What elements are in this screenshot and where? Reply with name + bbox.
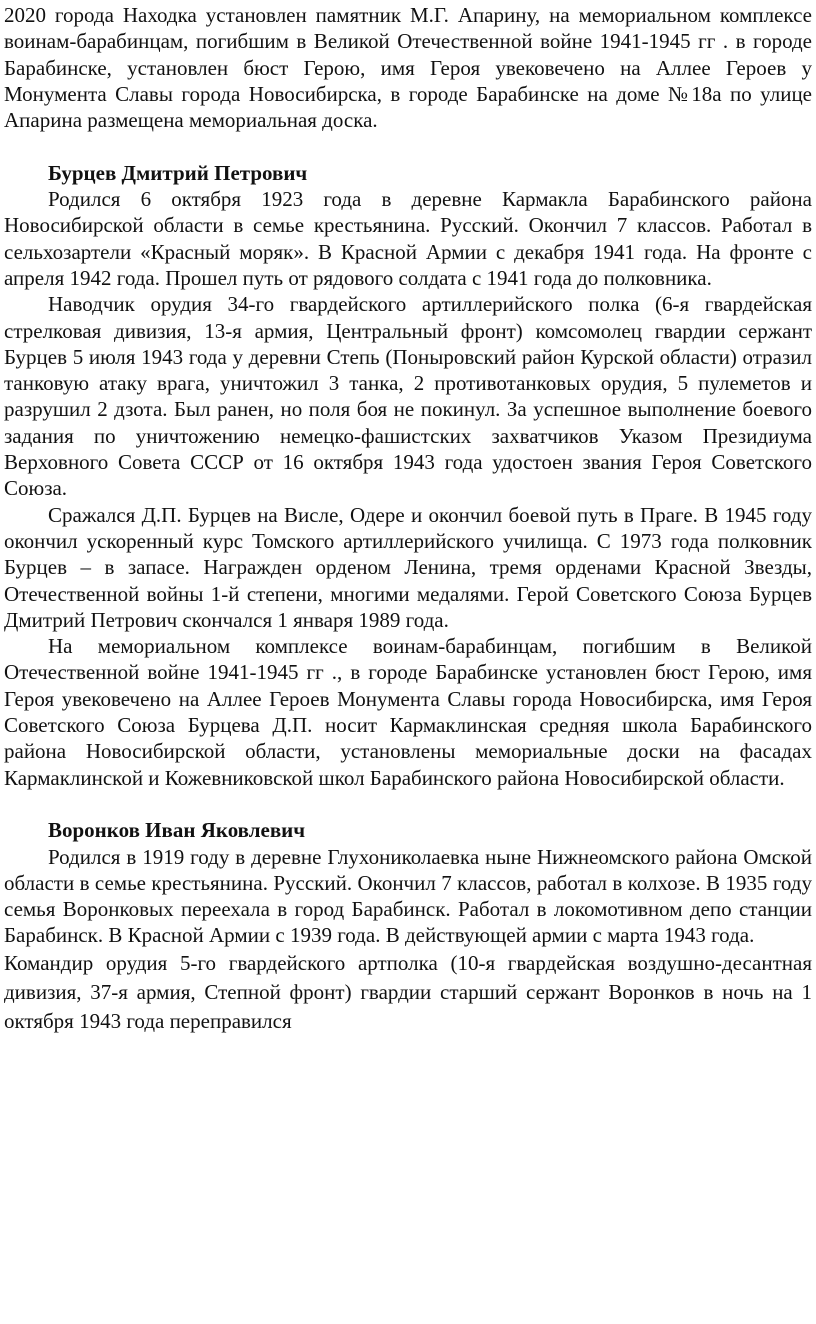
section-voronkov xyxy=(4,817,812,1035)
spacer xyxy=(4,791,812,817)
paragraph: Родился в 1919 году в деревне Глухониколаевка ныне Нижнеомского района Омской области в семье крестьянина. Русский. Окончил 7 классов, работал в колхозе. В 1935 году семья Воронковых переехала в город Барабинск. Работал в локомотивном депо станции Барабинск. В Красной Армии с 1939 года. В действующей армии с марта 1943 года. xyxy=(4,844,812,948)
section-heading: Бурцев Дмитрий Петрович xyxy=(48,160,308,185)
paragraph: Сражался Д.П. Бурцев на Висле, Одере и окончил боевой путь в Праге. В 1945 году окончил ускоренный курс Томского артиллерийского училища. С 1973 года полковник Бурцев – в запасе. Награжден орденом Ленина, тремя орденами Красной Звезды, Отечественной войны 1-й степени, многими медалями. Герой Советского Союза Бурцев Дмитрий Петрович скончался 1 января 1989 года. xyxy=(4,502,812,632)
paragraph: Наводчик орудия 34-го гвардейского артиллерийского полка (6-я гвардейская стрелковая дивизия, 13-я армия, Центральный фронт) комсомолец гвардии сержант Бурцев 5 июля 1943 года у деревни Степь (Поныровский район Курской области) отразил танковую атаку врага, уничтожил 3 танка, 2 противотанковых орудия, 5 пулеметов и разрушил 2 дзота. Был ранен, но поля боя не покинул. За успешное выполнение боевого задания по уничтожению немецко-фашистских захватчиков Указом Президиума Верховного Совета СССР от 16 октября 1943 года удостоен звания Героя Советского Союза. xyxy=(4,292,812,501)
intro-paragraph: 2020 города Находка установлен памятник М.Г. Апарину, на мемориальном комплексе воинам-барабинцам, погибшим в Великой Отечественной войне 1941-1945 гг . в городе Барабинске, установлен бюст Герою, имя Героя увековечено на Аллее Героев у Монумента Славы города Новосибирска, в городе Барабинске на доме №18а по улице Апарина размещена мемориальная доска. xyxy=(4,3,812,133)
continuation-paragraph: Командир орудия 5-го гвардейского артполка (10-я гвардейская воздушно-десантная дивизия, 37-я армия, Степной фронт) гвардии старший сержант Воронков в ночь на 1 октября 1943 года переправился xyxy=(4,950,812,1033)
section-burtsev xyxy=(4,160,812,791)
paragraph: Родился 6 октября 1923 года в деревне Кармакла Барабинского района Новосибирской области в семье крестьянина. Русский. Окончил 7 классов. Работал в сельхозартели «Красный моряк». В Красной Армии с декабря 1941 года. На фронте с апреля 1942 года. Прошел путь от рядового солдата с 1941 года до полковника. xyxy=(4,187,812,290)
spacer xyxy=(4,133,812,159)
paragraph: На мемориальном комплексе воинам-барабинцам, погибшим в Великой Отечественной войне 1941-1945 гг ., в городе Барабинске установлен бюст Герою, имя Героя увековечено на Аллее Героев Монумента Славы города Новосибирска, имя Героя Советского Союза Бурцева Д.П. носит Кармаклинская средняя школа Барабинского района Новосибирской области, установлены мемориальные доски на фасадах Кармаклинской и Кожевниковской школ Барабинского района Новосибирской области. xyxy=(4,634,812,790)
section-heading: Воронков Иван Яковлевич xyxy=(48,818,306,843)
